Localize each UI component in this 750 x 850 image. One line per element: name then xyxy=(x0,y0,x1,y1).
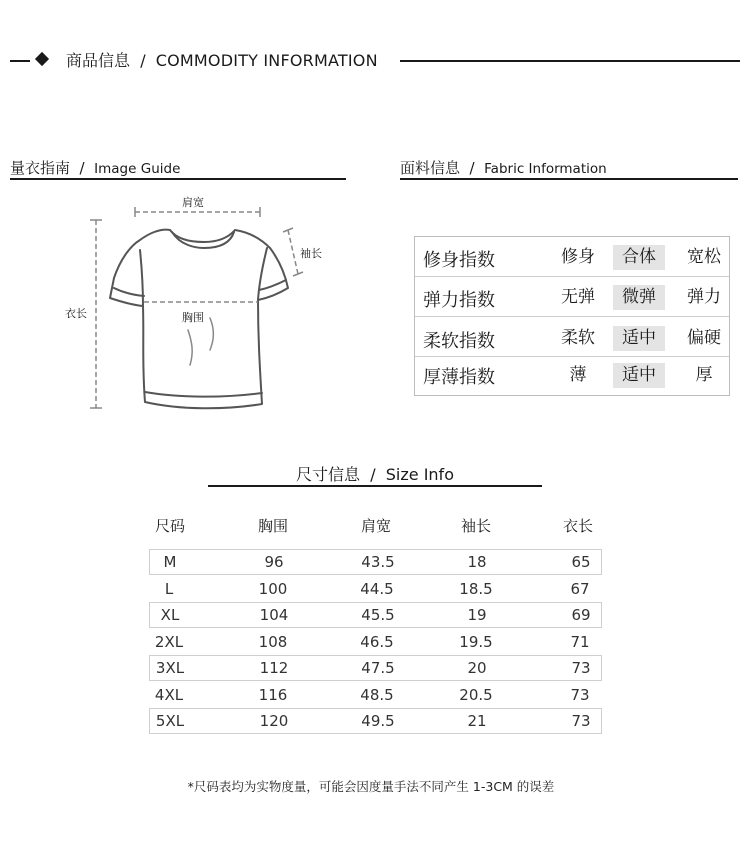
table-cell: 44.5 xyxy=(360,579,394,598)
table-row xyxy=(149,629,602,655)
table-cell: 49.5 xyxy=(361,712,395,731)
table-cell: 104 xyxy=(259,606,289,625)
table-cell: 112 xyxy=(259,659,289,678)
table-cell: 45.5 xyxy=(361,606,395,625)
size-table xyxy=(149,549,602,733)
image-guide-title: 量衣指南 / Image Guide xyxy=(10,159,181,177)
table-cell: M xyxy=(163,553,177,572)
fabric-row xyxy=(415,237,729,277)
tshirt-measure-diagram xyxy=(60,190,350,420)
table-cell: 20.5 xyxy=(459,685,493,704)
col-header-shoulder: 肩宽 xyxy=(360,517,391,535)
fabric-option-selected: 微弹 xyxy=(613,285,665,310)
size-info-rule xyxy=(208,485,542,487)
table-row xyxy=(149,576,602,602)
table-cell: 18 xyxy=(467,553,487,572)
table-cell: 4XL xyxy=(154,685,184,704)
table-cell: 48.5 xyxy=(360,685,394,704)
table-row xyxy=(149,549,602,575)
fabric-option: 厚 xyxy=(695,365,713,385)
table-cell: 120 xyxy=(259,712,289,731)
table-cell: 73 xyxy=(570,685,590,704)
table-cell: 116 xyxy=(258,685,288,704)
col-header-length: 衣长 xyxy=(562,517,593,535)
fabric-row-label: 修身指数 xyxy=(423,250,495,271)
table-row xyxy=(149,602,602,628)
diamond-icon xyxy=(35,52,49,66)
image-guide-rule xyxy=(10,178,346,180)
fabric-row xyxy=(415,317,729,357)
fabric-option: 薄 xyxy=(569,365,587,385)
table-cell: 46.5 xyxy=(360,632,394,651)
table-cell: 47.5 xyxy=(361,659,395,678)
measurement-note: *尺码表均为实物度量，可能会因度量手法不同产生 1-3CM 的误差 xyxy=(187,779,555,794)
header-left-rule xyxy=(10,60,30,62)
fabric-table xyxy=(414,236,730,396)
table-cell: 20 xyxy=(467,659,487,678)
page-title: 商品信息 / COMMODITY INFORMATION xyxy=(66,51,378,70)
table-cell: 5XL xyxy=(155,712,185,731)
label-chest: 胸围 xyxy=(182,311,204,324)
table-cell: 18.5 xyxy=(459,579,493,598)
table-cell: 43.5 xyxy=(361,553,395,572)
table-cell: 69 xyxy=(571,606,591,625)
tshirt-drawing xyxy=(60,190,350,420)
label-length: 衣长 xyxy=(65,307,87,320)
fabric-option: 柔软 xyxy=(561,328,595,348)
fabric-option: 偏硬 xyxy=(687,328,721,348)
fabric-row-label: 弹力指数 xyxy=(423,290,495,311)
table-cell: 96 xyxy=(264,553,284,572)
table-cell: 73 xyxy=(571,712,591,731)
table-cell: 19.5 xyxy=(459,632,493,651)
table-cell: 65 xyxy=(571,553,591,572)
fabric-row-label: 厚薄指数 xyxy=(423,367,495,388)
label-sleeve: 袖长 xyxy=(300,247,322,260)
table-cell: 67 xyxy=(570,579,590,598)
table-cell: 21 xyxy=(467,712,487,731)
table-cell: 71 xyxy=(570,632,590,651)
fabric-row xyxy=(415,277,729,317)
table-cell: 19 xyxy=(467,606,487,625)
col-header-size: 尺码 xyxy=(154,517,185,535)
fabric-row-label: 柔软指数 xyxy=(423,331,495,352)
table-cell: 73 xyxy=(571,659,591,678)
table-row xyxy=(149,708,602,734)
fabric-row xyxy=(415,357,729,397)
fabric-rule xyxy=(400,178,738,180)
table-cell: 3XL xyxy=(155,659,185,678)
table-row xyxy=(149,682,602,708)
size-info-title: 尺寸信息 / Size Info xyxy=(296,465,454,484)
header-right-rule xyxy=(400,60,740,62)
fabric-option-selected: 合体 xyxy=(613,245,665,270)
table-cell: 2XL xyxy=(154,632,184,651)
fabric-option: 弹力 xyxy=(687,287,721,307)
label-shoulder: 肩宽 xyxy=(182,196,204,209)
col-header-sleeve: 袖长 xyxy=(460,517,491,535)
table-cell: L xyxy=(164,579,174,598)
fabric-option: 无弹 xyxy=(561,287,595,307)
col-header-chest: 胸围 xyxy=(257,517,288,535)
fabric-option: 宽松 xyxy=(687,247,721,267)
table-cell: 100 xyxy=(258,579,288,598)
fabric-option-selected: 适中 xyxy=(613,363,665,388)
fabric-option: 修身 xyxy=(561,247,595,267)
fabric-option-selected: 适中 xyxy=(613,326,665,351)
table-row xyxy=(149,655,602,681)
table-cell: XL xyxy=(160,606,180,625)
fabric-title: 面料信息 / Fabric Information xyxy=(400,159,607,177)
table-cell: 108 xyxy=(258,632,288,651)
